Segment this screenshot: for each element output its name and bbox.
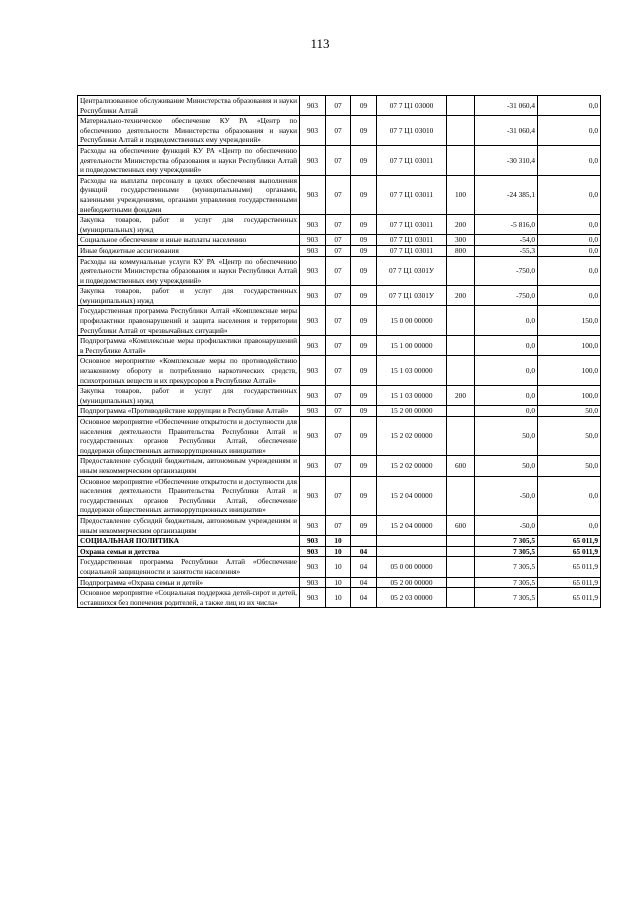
section-code-cell: 07	[326, 417, 351, 456]
expense-type-cell	[447, 336, 475, 356]
target-article-cell: 05 2 00 00000	[377, 577, 447, 588]
expense-type-cell	[447, 356, 475, 386]
subsection-code-cell: 09	[351, 245, 377, 256]
row-name-cell: Подпрограмма «Противодействие коррупции в Республике Алтай»	[78, 406, 300, 417]
section-code-cell: 10	[326, 557, 351, 577]
amount-cell: -30 310,4	[475, 145, 538, 175]
subsection-code-cell: 09	[351, 235, 377, 246]
amount-second-cell: 0,0	[538, 235, 601, 246]
amount-cell: -55,3	[475, 245, 538, 256]
table-row	[78, 386, 601, 406]
expense-type-cell: 200	[447, 386, 475, 406]
amount-cell: -54,0	[475, 235, 538, 246]
amount-cell: 0,0	[475, 356, 538, 386]
table-row	[78, 215, 601, 235]
amount-cell: 50,0	[475, 456, 538, 476]
admin-code-cell: 903	[300, 215, 326, 235]
expense-type-cell	[447, 417, 475, 456]
amount-cell: 0,0	[475, 336, 538, 356]
row-name-cell: СОЦИАЛЬНАЯ ПОЛИТИКА	[78, 536, 300, 547]
amount-second-cell: 65 011,9	[538, 546, 601, 557]
target-article-cell: 15 2 02 00000	[377, 417, 447, 456]
section-code-cell: 07	[326, 476, 351, 515]
admin-code-cell: 903	[300, 96, 326, 116]
amount-cell: 7 305,5	[475, 557, 538, 577]
target-article-cell: 15 2 00 00000	[377, 406, 447, 417]
row-name-cell: Государственная программа Республики Алтай «Обеспечение социальной защищенности и занятости населения»	[78, 557, 300, 577]
row-name-cell: Подпрограмма «Охрана семьи и детей»	[78, 577, 300, 588]
target-article-cell: 15 2 04 00000	[377, 476, 447, 515]
section-code-cell: 07	[326, 456, 351, 476]
subsection-code-cell: 04	[351, 557, 377, 577]
admin-code-cell: 903	[300, 476, 326, 515]
subsection-code-cell: 09	[351, 406, 377, 417]
amount-second-cell: 100,0	[538, 356, 601, 386]
amount-second-cell: 65 011,9	[538, 588, 601, 608]
section-code-cell: 07	[326, 116, 351, 146]
subsection-code-cell: 09	[351, 456, 377, 476]
section-code-cell: 07	[326, 235, 351, 246]
table-row	[78, 546, 601, 557]
subsection-code-cell: 09	[351, 306, 377, 336]
table-row	[78, 417, 601, 456]
table-row	[78, 306, 601, 336]
target-article-cell: 07 7 Ц1 03011	[377, 245, 447, 256]
amount-second-cell: 0,0	[538, 476, 601, 515]
amount-second-cell: 0,0	[538, 116, 601, 146]
amount-second-cell: 65 011,9	[538, 557, 601, 577]
target-article-cell: 05 2 03 00000	[377, 588, 447, 608]
section-code-cell: 10	[326, 588, 351, 608]
expense-type-cell: 200	[447, 215, 475, 235]
table-row	[78, 515, 601, 535]
admin-code-cell: 903	[300, 588, 326, 608]
subsection-code-cell: 09	[351, 356, 377, 386]
subsection-code-cell: 09	[351, 417, 377, 456]
amount-second-cell: 65 011,9	[538, 577, 601, 588]
amount-second-cell: 50,0	[538, 406, 601, 417]
expense-type-cell: 200	[447, 286, 475, 306]
section-code-cell: 10	[326, 577, 351, 588]
amount-cell: -50,0	[475, 515, 538, 535]
amount-second-cell: 50,0	[538, 456, 601, 476]
amount-cell: -5 816,0	[475, 215, 538, 235]
section-code-cell: 07	[326, 145, 351, 175]
expense-type-cell	[447, 536, 475, 547]
expense-type-cell	[447, 116, 475, 146]
expense-type-cell: 600	[447, 515, 475, 535]
amount-cell: 50,0	[475, 417, 538, 456]
amount-cell: -750,0	[475, 256, 538, 286]
subsection-code-cell: 09	[351, 515, 377, 535]
expense-type-cell	[447, 306, 475, 336]
subsection-code-cell: 09	[351, 215, 377, 235]
row-name-cell: Предоставление субсидий бюджетным, автономным учреждениям и иным некоммерческим организациям	[78, 515, 300, 535]
amount-second-cell: 0,0	[538, 245, 601, 256]
expense-type-cell	[447, 588, 475, 608]
admin-code-cell: 903	[300, 546, 326, 557]
target-article-cell: 07 7 Ц1 03011	[377, 235, 447, 246]
subsection-code-cell	[351, 536, 377, 547]
amount-second-cell: 65 011,9	[538, 536, 601, 547]
target-article-cell: 07 7 Ц1 0301У	[377, 286, 447, 306]
section-code-cell: 07	[326, 386, 351, 406]
amount-second-cell: 0,0	[538, 145, 601, 175]
table-row	[78, 557, 601, 577]
row-name-cell: Основное мероприятие «Социальная поддержка детей-сирот и детей, оставшихся без попечения родителей, а также лиц из их числа»	[78, 588, 300, 608]
table-row	[78, 456, 601, 476]
subsection-code-cell: 09	[351, 116, 377, 146]
subsection-code-cell: 09	[351, 336, 377, 356]
admin-code-cell: 903	[300, 417, 326, 456]
section-code-cell: 07	[326, 515, 351, 535]
admin-code-cell: 903	[300, 577, 326, 588]
amount-cell: -31 060,4	[475, 116, 538, 146]
expense-type-cell: 300	[447, 235, 475, 246]
target-article-cell: 15 1 03 00000	[377, 386, 447, 406]
admin-code-cell: 903	[300, 356, 326, 386]
section-code-cell: 07	[326, 256, 351, 286]
admin-code-cell: 903	[300, 456, 326, 476]
admin-code-cell: 903	[300, 536, 326, 547]
target-article-cell	[377, 536, 447, 547]
table-row	[78, 175, 601, 214]
amount-second-cell: 0,0	[538, 96, 601, 116]
row-name-cell: Расходы на коммунальные услуги КУ РА «Центр по обеспечению деятельности Министерства образования и науки Республики Алтай и подведомственных ему учреждений»	[78, 256, 300, 286]
expense-type-cell: 800	[447, 245, 475, 256]
row-name-cell: Централизованное обслуживание Министерства образования и науки Республики Алтай	[78, 96, 300, 116]
expense-type-cell: 100	[447, 175, 475, 214]
target-article-cell: 05 0 00 00000	[377, 557, 447, 577]
amount-cell: 7 305,5	[475, 536, 538, 547]
target-article-cell: 15 1 00 00000	[377, 336, 447, 356]
admin-code-cell: 903	[300, 406, 326, 417]
section-code-cell: 07	[326, 336, 351, 356]
amount-second-cell: 100,0	[538, 336, 601, 356]
table-row	[78, 476, 601, 515]
admin-code-cell: 903	[300, 235, 326, 246]
row-name-cell: Основное мероприятие «Обеспечение открытости и доступности для населения деятельности Правительства Республики Алтай и государственных органов Республики Алтай, обеспечение поддержки общественных антикоррупционных инициатив»	[78, 417, 300, 456]
table-row	[78, 116, 601, 146]
admin-code-cell: 903	[300, 515, 326, 535]
amount-cell: -50,0	[475, 476, 538, 515]
amount-cell: 7 305,5	[475, 546, 538, 557]
amount-cell: -750,0	[475, 286, 538, 306]
amount-second-cell: 0,0	[538, 215, 601, 235]
subsection-code-cell: 09	[351, 96, 377, 116]
row-name-cell: Расходы на обеспечение функций КУ РА «Центр по обеспечению деятельности Министерства образования и науки Республики Алтай и подведомственных ему учреждений»	[78, 145, 300, 175]
row-name-cell: Охрана семьи и детства	[78, 546, 300, 557]
amount-second-cell: 150,0	[538, 306, 601, 336]
subsection-code-cell: 04	[351, 588, 377, 608]
amount-cell: -31 060,4	[475, 96, 538, 116]
table-row	[78, 145, 601, 175]
row-name-cell: Закупка товаров, работ и услуг для государственных (муниципальных) нужд	[78, 286, 300, 306]
target-article-cell: 07 7 Ц1 03010	[377, 116, 447, 146]
expense-type-cell	[447, 546, 475, 557]
amount-cell: -24 385,1	[475, 175, 538, 214]
subsection-code-cell: 09	[351, 175, 377, 214]
table-row	[78, 536, 601, 547]
admin-code-cell: 903	[300, 286, 326, 306]
table-row	[78, 336, 601, 356]
target-article-cell: 07 7 Ц1 03011	[377, 145, 447, 175]
table-row	[78, 286, 601, 306]
section-code-cell: 07	[326, 406, 351, 417]
table-row	[78, 577, 601, 588]
expense-type-cell	[447, 476, 475, 515]
subsection-code-cell: 04	[351, 546, 377, 557]
expense-type-cell	[447, 577, 475, 588]
expense-type-cell: 600	[447, 456, 475, 476]
row-name-cell: Предоставление субсидий бюджетным, автономным учреждениям и иным некоммерческим организациям	[78, 456, 300, 476]
section-code-cell: 07	[326, 215, 351, 235]
expense-type-cell	[447, 145, 475, 175]
subsection-code-cell: 09	[351, 145, 377, 175]
expense-type-cell	[447, 557, 475, 577]
subsection-code-cell: 09	[351, 256, 377, 286]
row-name-cell: Основное мероприятие «Обеспечение открытости и доступности для населения деятельности Правительства Республики Алтай и государственных органов Республики Алтай, обеспечение поддержки общественных антикоррупционных инициатив»	[78, 476, 300, 515]
amount-cell: 7 305,5	[475, 577, 538, 588]
table-row	[78, 245, 601, 256]
section-code-cell: 10	[326, 536, 351, 547]
row-name-cell: Социальное обеспечение и иные выплаты населению	[78, 235, 300, 246]
target-article-cell: 07 7 Ц1 0301У	[377, 256, 447, 286]
admin-code-cell: 903	[300, 145, 326, 175]
amount-cell: 7 305,5	[475, 588, 538, 608]
section-code-cell: 10	[326, 546, 351, 557]
target-article-cell: 07 7 Ц1 03011	[377, 215, 447, 235]
amount-cell: 0,0	[475, 306, 538, 336]
table-row	[78, 406, 601, 417]
target-article-cell: 15 0 00 00000	[377, 306, 447, 336]
row-name-cell: Иные бюджетные ассигнования	[78, 245, 300, 256]
table-row	[78, 588, 601, 608]
admin-code-cell: 903	[300, 116, 326, 146]
amount-cell: 0,0	[475, 386, 538, 406]
section-code-cell: 07	[326, 175, 351, 214]
target-article-cell: 15 2 04 00000	[377, 515, 447, 535]
section-code-cell: 07	[326, 356, 351, 386]
admin-code-cell: 903	[300, 336, 326, 356]
amount-second-cell: 0,0	[538, 286, 601, 306]
table-row	[78, 356, 601, 386]
target-article-cell: 07 7 Ц1 03000	[377, 96, 447, 116]
section-code-cell: 07	[326, 96, 351, 116]
admin-code-cell: 903	[300, 175, 326, 214]
admin-code-cell: 903	[300, 386, 326, 406]
section-code-cell: 07	[326, 286, 351, 306]
amount-second-cell: 50,0	[538, 417, 601, 456]
row-name-cell: Материально-техническое обеспечение КУ РА «Центр по обеспечению деятельности Министерства образования и науки Республики Алтай и подведомственных ему учреждений»	[78, 116, 300, 146]
table-row	[78, 235, 601, 246]
amount-second-cell: 0,0	[538, 515, 601, 535]
expense-type-cell	[447, 96, 475, 116]
page-number: 113	[310, 36, 330, 51]
expense-type-cell	[447, 406, 475, 417]
admin-code-cell: 903	[300, 256, 326, 286]
target-article-cell: 07 7 Ц1 03011	[377, 175, 447, 214]
subsection-code-cell: 09	[351, 286, 377, 306]
amount-second-cell: 0,0	[538, 175, 601, 214]
target-article-cell: 15 1 03 00000	[377, 356, 447, 386]
target-article-cell	[377, 546, 447, 557]
row-name-cell: Основное мероприятие «Комплексные меры по противодействию незаконному обороту и потреблению наркотических средств, психотропных веществ и их прекурсоров в Республике Алтай»	[78, 356, 300, 386]
target-article-cell: 15 2 02 00000	[377, 456, 447, 476]
row-name-cell: Государственная программа Республики Алтай «Комплексные меры профилактики правонарушений и защита населения и территории Республики Алтай от чрезвычайных ситуаций»	[78, 306, 300, 336]
admin-code-cell: 903	[300, 306, 326, 336]
subsection-code-cell: 09	[351, 476, 377, 515]
expense-type-cell	[447, 256, 475, 286]
subsection-code-cell: 04	[351, 577, 377, 588]
table-row	[78, 256, 601, 286]
row-name-cell: Закупка товаров, работ и услуг для государственных (муниципальных) нужд	[78, 386, 300, 406]
row-name-cell: Расходы на выплаты персоналу в целях обеспечения выполнения функций государственными (муниципальными) органами, казенными учреждениями, органами управления государственными внебюджетными фондами	[78, 175, 300, 214]
admin-code-cell: 903	[300, 557, 326, 577]
amount-second-cell: 0,0	[538, 256, 601, 286]
section-code-cell: 07	[326, 245, 351, 256]
section-code-cell: 07	[326, 306, 351, 336]
budget-table-body	[78, 96, 601, 608]
amount-second-cell: 100,0	[538, 386, 601, 406]
budget-table	[77, 95, 601, 608]
table-row	[78, 96, 601, 116]
subsection-code-cell: 09	[351, 386, 377, 406]
amount-cell: 0,0	[475, 406, 538, 417]
row-name-cell: Подпрограмма «Комплексные меры профилактики правонарушений в Республике Алтай»	[78, 336, 300, 356]
row-name-cell: Закупка товаров, работ и услуг для государственных (муниципальных) нужд	[78, 215, 300, 235]
admin-code-cell: 903	[300, 245, 326, 256]
